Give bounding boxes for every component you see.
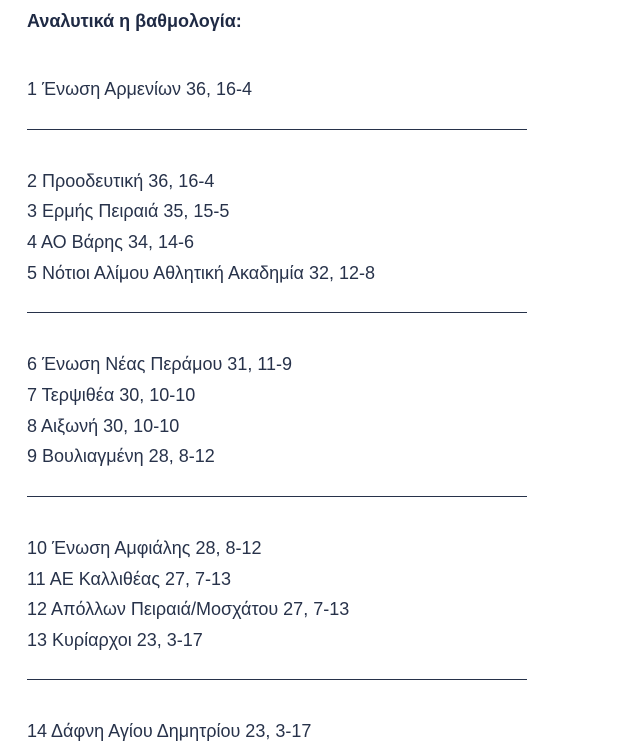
- standings-row: 10 Ένωση Αμφιάλης 28, 8-12: [27, 537, 262, 558]
- standings-row: 6 Ένωση Νέας Περάμου 31, 11-9: [27, 354, 293, 375]
- standings-row: 8 Αιξωνή 30, 10-10: [27, 415, 180, 436]
- standings-group-5: [27, 716, 627, 747]
- standings-group-3: [27, 349, 627, 471]
- standings-title: Αναλυτικά η βαθμολογία:: [27, 11, 242, 31]
- standings-group-4: [27, 533, 627, 655]
- standings-group-2: [27, 166, 627, 288]
- standings-row: 14 Δάφνη Αγίου Δημητρίου 23, 3-17: [27, 721, 312, 742]
- standings-document: [27, 8, 627, 747]
- standings-row: 4 ΑΟ Βάρης 34, 14-6: [27, 231, 195, 252]
- standings-row: 1 Ένωση Αρμενίων 36, 16-4: [27, 79, 253, 99]
- separator-line: [27, 472, 627, 533]
- separator-line: [27, 655, 627, 716]
- standings-row: 5 Νότιοι Αλίμου Αθλητική Ακαδημία 32, 12-8: [27, 262, 375, 283]
- separator-line: [27, 105, 627, 166]
- standings-row: 12 Απόλλων Πειραιά/Μοσχάτου 27, 7-13: [27, 599, 350, 620]
- separator-line: [27, 288, 627, 349]
- standings-row: 2 Προοδευτική 36, 16-4: [27, 170, 215, 191]
- standings-group-1: [27, 74, 627, 105]
- standings-row: 7 Τερψιθέα 30, 10-10: [27, 384, 196, 405]
- standings-row: 9 Βουλιαγμένη 28, 8-12: [27, 446, 215, 467]
- standings-row: 13 Κυρίαρχοι 23, 3-17: [27, 629, 203, 650]
- standings-row: 3 Ερμής Πειραιά 35, 15-5: [27, 201, 230, 222]
- standings-row: 11 ΑΕ Καλλιθέας 27, 7-13: [27, 568, 232, 589]
